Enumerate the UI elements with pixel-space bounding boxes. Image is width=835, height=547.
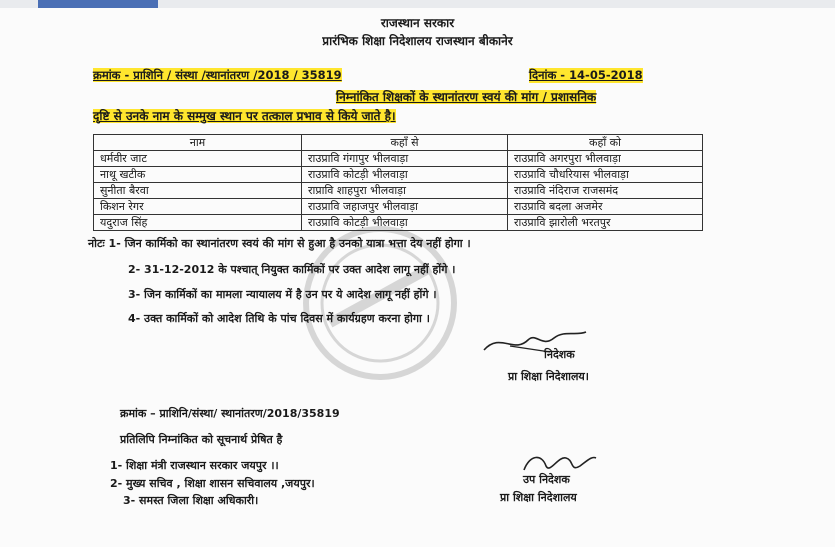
table-row [94, 183, 703, 199]
signature2-title: उप निदेशक [523, 473, 570, 486]
intro-line-2: दृष्टि से उनके नाम के सम्मुख स्थान पर तत्काल प्रभाव से किये जाते है। [93, 109, 396, 123]
reference-number: क्रमांक - प्राशिनि / संस्था /स्थानांतरण /2018 / 35819 [93, 68, 342, 82]
signature1-office: प्रा शिक्षा निदेशालय। [508, 370, 589, 383]
copy-item-3: 3- समस्त जिला शिक्षा अधिकारी। [123, 494, 259, 507]
column-header-from: कहाँ से [302, 135, 508, 151]
cell-name: धर्मवीर जाट [94, 151, 302, 167]
column-header-to: कहाँ को [508, 135, 703, 151]
table-header-row [94, 135, 703, 151]
copy-item-1: 1- शिक्षा मंत्री राजस्थान सरकार जयपुर ।। [110, 459, 279, 472]
cell-name: नाथू खटीक [94, 167, 302, 183]
header-government: राजस्थान सरकार [380, 16, 455, 30]
cell-from: राउप्रावि कोटड़ी भीलवाड़ा [302, 167, 508, 183]
cell-from: राउप्रावि कोटड़ी भीलवाड़ा [302, 215, 508, 231]
note-2: 2- 31-12-2012 के पश्चात् नियुक्त कार्मिकों पर उक्त आदेश लागू नहीं होंगे । [128, 263, 456, 276]
note-1: नोटः 1- जिन कार्मिको का स्थानांतरण स्वयं की मांग से हुआ है उनको यात्रा भत्ता देय नहीं होगा । [88, 237, 471, 250]
cell-from: राउप्रावि जहाजपुर भीलवाड़ा [302, 199, 508, 215]
intro-line-1: निम्नांकित शिक्षकों के स्थानांतरण स्वयं की मांग / प्रशासनिक [336, 90, 597, 104]
note-4: 4- उक्त कार्मिकों को आदेश तिथि के पांच दिवस में कार्यग्रहण करना होगा । [128, 312, 430, 325]
cell-to: राउप्रावि झारोली भरतपुर [508, 215, 703, 231]
cell-to: राउप्रावि चौधरियास भीलवाड़ा [508, 167, 703, 183]
top-bar [0, 0, 835, 8]
reference-date: दिनांक - 14-05-2018 [529, 68, 643, 82]
table-row [94, 199, 703, 215]
cell-from: राप्रावि शाहपुरा भीलवाड़ा [302, 183, 508, 199]
signature2-office: प्रा शिक्षा निदेशालय [500, 491, 577, 504]
cell-name: सुनीता बैरवा [94, 183, 302, 199]
cell-to: राउप्रावि बदला अजमेर [508, 199, 703, 215]
copy-reference: क्रमांक – प्राशिनि/संस्था/ स्थानांतरण/2018/35819 [120, 407, 340, 420]
copy-item-2: 2- मुख्य सचिव , शिक्षा शासन सचिवालय ,जयपुर। [110, 477, 315, 490]
document-page [0, 8, 835, 547]
transfer-table [93, 134, 703, 231]
cell-to: राउप्रावि नंदिराज राजसमंद [508, 183, 703, 199]
table-row [94, 151, 703, 167]
note-3: 3- जिन कार्मिकों का मामला न्यायालय में है उन पर ये आदेश लागू नहीं होंगे । [128, 288, 437, 301]
signature1-title: निदेशक [544, 348, 575, 361]
cell-to: राउप्रावि अगरपुरा भीलवाड़ा [508, 151, 703, 167]
table-row [94, 167, 703, 183]
copy-intro: प्रतिलिपि निम्नांकित को सूचनार्थ प्रेषित है [120, 433, 283, 446]
reference-row [93, 68, 678, 83]
column-header-name: नाम [94, 135, 302, 151]
top-bar-accent [38, 0, 158, 8]
cell-name: किशन रेगर [94, 199, 302, 215]
header-directorate: प्रारंभिक शिक्षा निदेशालय राजस्थान बीकानेर [322, 34, 513, 48]
cell-name: यदुराज सिंह [94, 215, 302, 231]
table-row [94, 215, 703, 231]
cell-from: राउप्रावि गंगापुर भीलवाड़ा [302, 151, 508, 167]
